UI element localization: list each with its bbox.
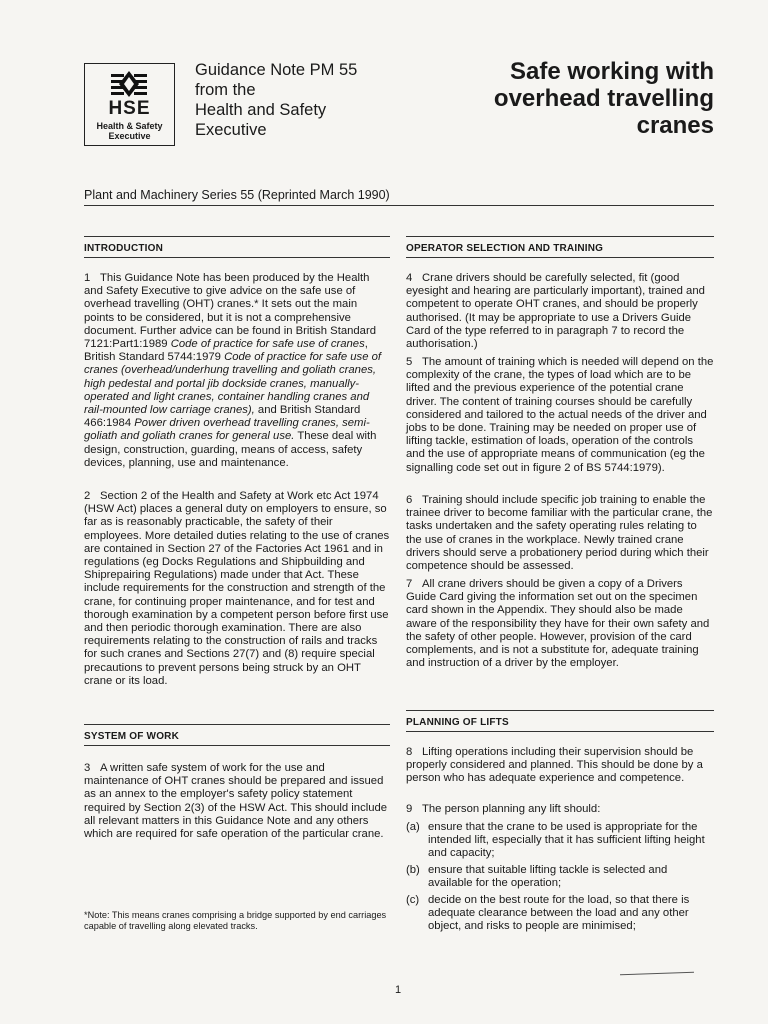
- paragraph-number: 7: [406, 578, 413, 590]
- section-heading-planning-of-lifts: PLANNING OF LIFTS: [406, 710, 714, 732]
- paragraph-7: 7 All crane drivers should be given a copy of a Drivers Guide Card giving the information set out on the specimen card shown in the Appendix. They should also be made aware of the responsibility they have for their own safety and the safety of other people. However, provision of the card complements, and is not a substitute for, adequate training and instruction of a driver by the employer.: [406, 578, 710, 670]
- paragraph-number: 5: [406, 356, 413, 368]
- logo-subtitle: Health & Safety Executive: [96, 121, 163, 141]
- paragraph-number: 6: [406, 494, 413, 506]
- list-item-label: (a): [406, 821, 420, 833]
- paragraph-4: 4 Crane drivers should be carefully selected, fit (good eyesight and hearing are particularly important), trained and competent to operate OHT cranes, and should be properly authorised. (It may be appropriate to use a Drivers Guide Card of the type referred to in paragraph 7 to record the authorisation.): [406, 272, 705, 351]
- paragraph-8: 8 Lifting operations including their supervision should be properly considered and planned. This should be done by a person who has adequate experience and competence.: [406, 746, 703, 785]
- list-item-c: (c) decide on the best route for the load, so that there is adequate clearance between the load and any other object, and risks to people are minimised;: [406, 894, 690, 933]
- paragraph-number: 3: [84, 762, 91, 774]
- footnote: *Note: This means cranes comprising a bridge supported by end carriages capable of travelling along elevated tracks.: [84, 910, 387, 931]
- section-heading-system-of-work: SYSTEM OF WORK: [84, 724, 390, 746]
- paragraph-6: 6 Training should include specific job training to enable the trainee driver to become familiar with the particular crane, the tasks undertaken and the safety operating rules relating to the use of cranes in the workplace. Newly trained crane drivers should serve a probationery period during which their competence should be assessed.: [406, 494, 713, 573]
- list-item-label: (c): [406, 894, 420, 906]
- section-heading-introduction: INTRODUCTION: [84, 236, 390, 258]
- paragraph-3: 3 A written safe system of work for the use and maintenance of OHT cranes should be prepared and issued as an annex to the employer's safety policy statement required by Section 2(3) of the HSW Act. This should include all relevant matters in this Guidance Note and any others which are required for safe operation of the particular crane.: [84, 762, 388, 841]
- hse-logo: [84, 63, 175, 146]
- series-line: Plant and Machinery Series 55 (Reprinted March 1990): [84, 188, 390, 202]
- paragraph-1: 1 This Guidance Note has been produced by the Health and Safety Executive to give advice on the safe use of overhead travelling (OHT) cranes.* It sets out the main points to be considered, but it is not a comprehensive document. Further advice can be found in British Standard 7121:Part1:1989 Code of practice for safe use of cranes, British Standard 5744:1979 Code of practice for safe use of cranes (overhead/underhung travelling and goliath cranes, high pedestal and portal jib dockside cranes, manually-operated and light cranes, container handling cranes and rail-mounted low carriage cranes), and British Standard 466:1984 Power driven overhead travelling cranes, semi-goliath and goliath cranes for general use. These deal with design, construction, guarding, means of access, safety devices, planning, use and maintenance.: [84, 272, 382, 469]
- paragraph-2: 2 Section 2 of the Health and Safety at Work etc Act 1974 (HSW Act) places a general duty on employers to ensure, so far as is reasonably practicable, the safety of their employees. More detailed duties relating to the use of cranes are contained in Section 27 of the Factories Act 1961 and in regulations (eg Docks Regulations and Shipbuilding and Shiprepairing Regulations) made under that Act. These include requirements for the construction and strength of the crane, for continuing proper maintenance, and for test and thorough examination by a competent person before first use and then periodic thorough examination. There are also requirements relating to the construction of rails and tracks for such cranes and Sections 27(7) and (8) require special precautions to prevent persons being struck by an OHT crane or its load.: [84, 490, 390, 687]
- list-item-label: (b): [406, 864, 420, 876]
- pen-mark: [620, 972, 694, 976]
- paragraph-number: 2: [84, 490, 91, 502]
- list-item-b: (b) ensure that suitable lifting tackle is selected and available for the operation;: [406, 864, 668, 890]
- section-heading-operator-selection: OPERATOR SELECTION AND TRAINING: [406, 236, 714, 258]
- paragraph-5: 5 The amount of training which is needed will depend on the complexity of the crane, the types of load which are to be lifted and the previous experience of the potential crane driver. The content of training courses should be carefully considered and tailored to the actual needs of the driver and jobs to be done. Training may be needed on proper use of lifting tackle, estimation of loads, operation of the controls and the use of appropriate means of communication (eg the signalling code set out in figure 2 of BS 5744:1979).: [406, 356, 714, 474]
- guidance-note-heading: Guidance Note PM 55 from the Health and Safety Executive: [195, 61, 358, 139]
- page-number: 1: [395, 984, 402, 996]
- hse-emblem-icon: [111, 71, 147, 97]
- logo-text: HSE: [108, 98, 151, 119]
- paragraph-number: 4: [406, 272, 413, 284]
- paragraph-9: 9 The person planning any lift should:: [406, 803, 601, 815]
- paragraph-number: 1: [84, 272, 91, 284]
- document-title: Safe working with overhead travelling cranes: [493, 58, 714, 139]
- paragraph-number: 8: [406, 746, 413, 758]
- paragraph-number: 9: [406, 803, 413, 815]
- list-item-a: (a) ensure that the crane to be used is appropriate for the intended lift, especially that it has sufficient lifting height and capacity;: [406, 821, 705, 860]
- header-divider: [84, 205, 714, 206]
